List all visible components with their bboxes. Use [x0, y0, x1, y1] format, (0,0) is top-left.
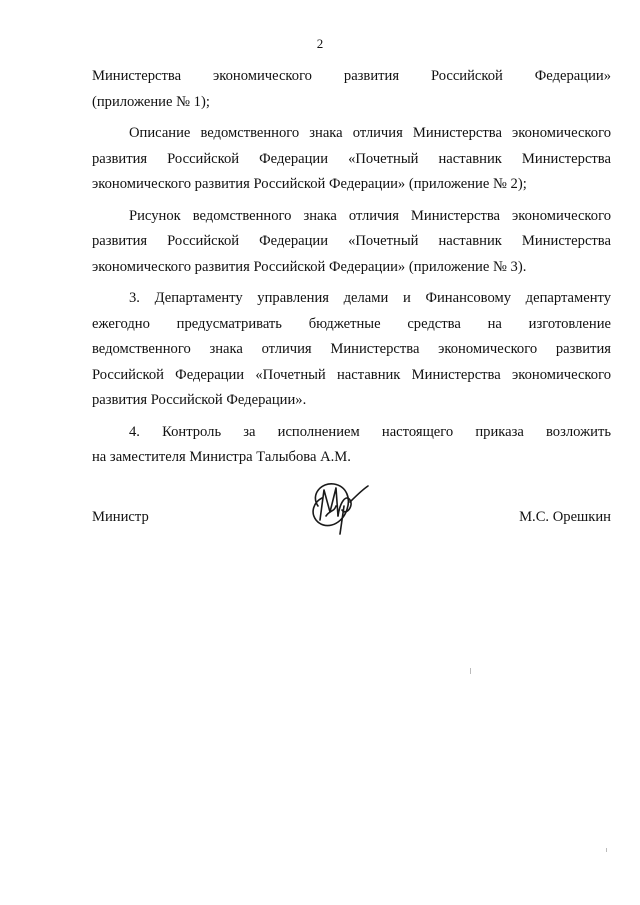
text-line: на заместителя Министра Талыбова А.М. — [92, 449, 351, 465]
text-line: Рисунок ведомственного знака отличия Министерства экономического — [129, 207, 611, 224]
page-number: 2 — [316, 36, 324, 51]
text-line: экономического развития Российской Федерации» (приложение № 3). — [92, 258, 527, 275]
text-line: 4. Контроль за исполнением настоящего приказа возложить — [129, 423, 611, 440]
document-body — [92, 64, 611, 477]
text-line: развития Российской Федерации «Почетный наставник Министерства — [92, 150, 611, 167]
text-line: экономического развития Российской Федерации» (приложение № 2); — [92, 176, 527, 192]
signature-block — [92, 505, 611, 545]
signer-title: Министр — [92, 509, 149, 525]
text-line: Описание ведомственного знака отличия Министерства экономического — [129, 125, 611, 141]
paragraph-appendix-1 — [92, 64, 611, 115]
scan-artifact — [606, 848, 607, 852]
text-line: развития Российской Федерации». — [92, 392, 307, 408]
paragraph-item-4 — [92, 420, 611, 471]
signer-name: М.С. Орешкин — [519, 509, 611, 525]
text-line: Министерства экономического развития Российской Федерации» — [92, 68, 611, 84]
paragraph-appendix-2 — [92, 121, 611, 198]
text-line: ежегодно предусматривать бюджетные средства на изготовление — [92, 315, 611, 332]
text-line: 3. Департаменту управления делами и Финансовому департаменту — [129, 290, 611, 306]
text-line: развития Российской Федерации «Почетный наставник Министерства — [92, 233, 611, 249]
paragraph-appendix-3 — [92, 204, 611, 281]
text-line: ведомственного знака отличия Министерства экономического развития — [92, 341, 611, 357]
text-line: Российской Федерации «Почетный наставник Министерства экономического — [92, 366, 611, 383]
paragraph-item-3 — [92, 286, 611, 414]
scan-artifact — [470, 668, 471, 674]
text-line: (приложение № 1); — [92, 93, 210, 110]
